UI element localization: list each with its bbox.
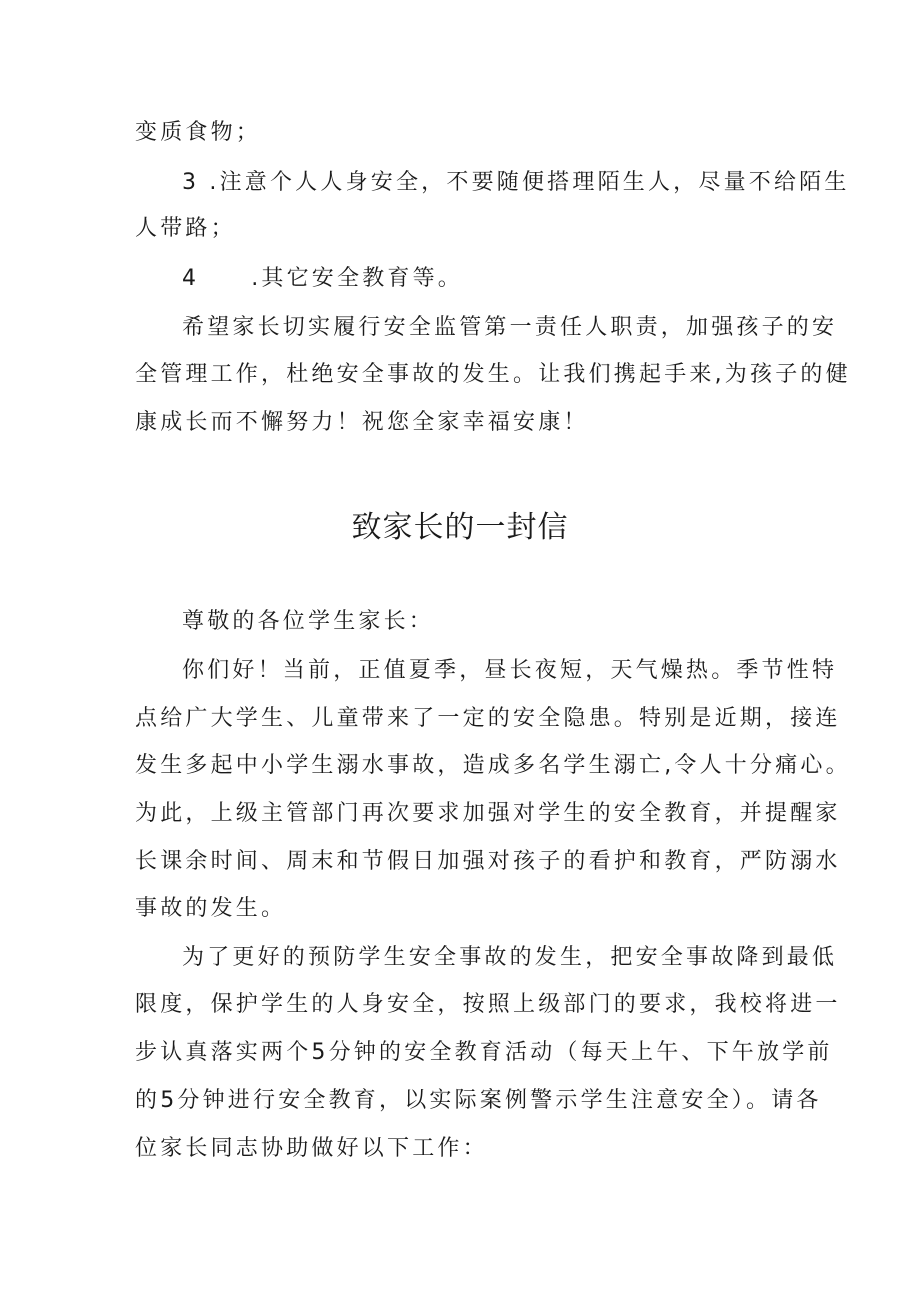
paragraph-1-line: 你们好！当前，正值夏季，昼长夜短，天气燥热。季节性特 bbox=[182, 658, 838, 683]
paragraph-2-line: 的5分钟进行安全教育，以实际案例警示学生注意安全）。请各 bbox=[135, 1088, 822, 1113]
closing-line: 全管理工作，杜绝安全事故的发生。让我们携起手来,为孩子的健 bbox=[135, 362, 851, 387]
list-text: .其它安全教育等。 bbox=[251, 266, 463, 291]
paragraph-1-line: 点给广大学生、儿童带来了一定的安全隐患。特别是近期，接连 bbox=[135, 706, 841, 731]
paragraph-1-line: 发生多起中小学生溺水事故，造成多名学生溺亡,令人十分痛心。 bbox=[135, 753, 851, 778]
list-item-4 bbox=[182, 264, 842, 294]
list-item-3: 3 .注意个人人身安全，不要随便搭理陌生人，尽量不给陌生 bbox=[182, 170, 850, 195]
closing-line: 康成长而不懈努力！祝您全家幸福安康！ bbox=[135, 410, 589, 435]
closing-line: 希望家长切实履行安全监管第一责任人职责，加强孩子的安 bbox=[182, 315, 838, 340]
list-number: 4 bbox=[182, 266, 200, 291]
paragraph-1-line: 事故的发生。 bbox=[135, 896, 287, 921]
paragraph-2-line: 限度，保护学生的人身安全，按照上级部门的要求，我校将进一 bbox=[135, 992, 841, 1017]
paragraph-2-line: 为了更好的预防学生安全事故的发生，把安全事故降到最低 bbox=[182, 945, 838, 970]
paragraph-2-line: 位家长同志协助做好以下工作： bbox=[135, 1136, 488, 1161]
list-item-3-continued: 人带路； bbox=[135, 216, 236, 241]
paragraph-1-line: 为此，上级主管部门再次要求加强对学生的安全教育，并提醒家 bbox=[135, 801, 841, 826]
page-title: 致家长的一封信 bbox=[351, 510, 569, 545]
salutation: 尊敬的各位学生家长： bbox=[182, 609, 435, 634]
text-line: 变质食物； bbox=[135, 120, 262, 145]
paragraph-2-line: 步认真落实两个5分钟的安全教育活动（每天上午、下午放学前 bbox=[135, 1040, 833, 1065]
paragraph-1-line: 长课余时间、周末和节假日加强对孩子的看护和教育，严防溺水 bbox=[135, 849, 841, 874]
